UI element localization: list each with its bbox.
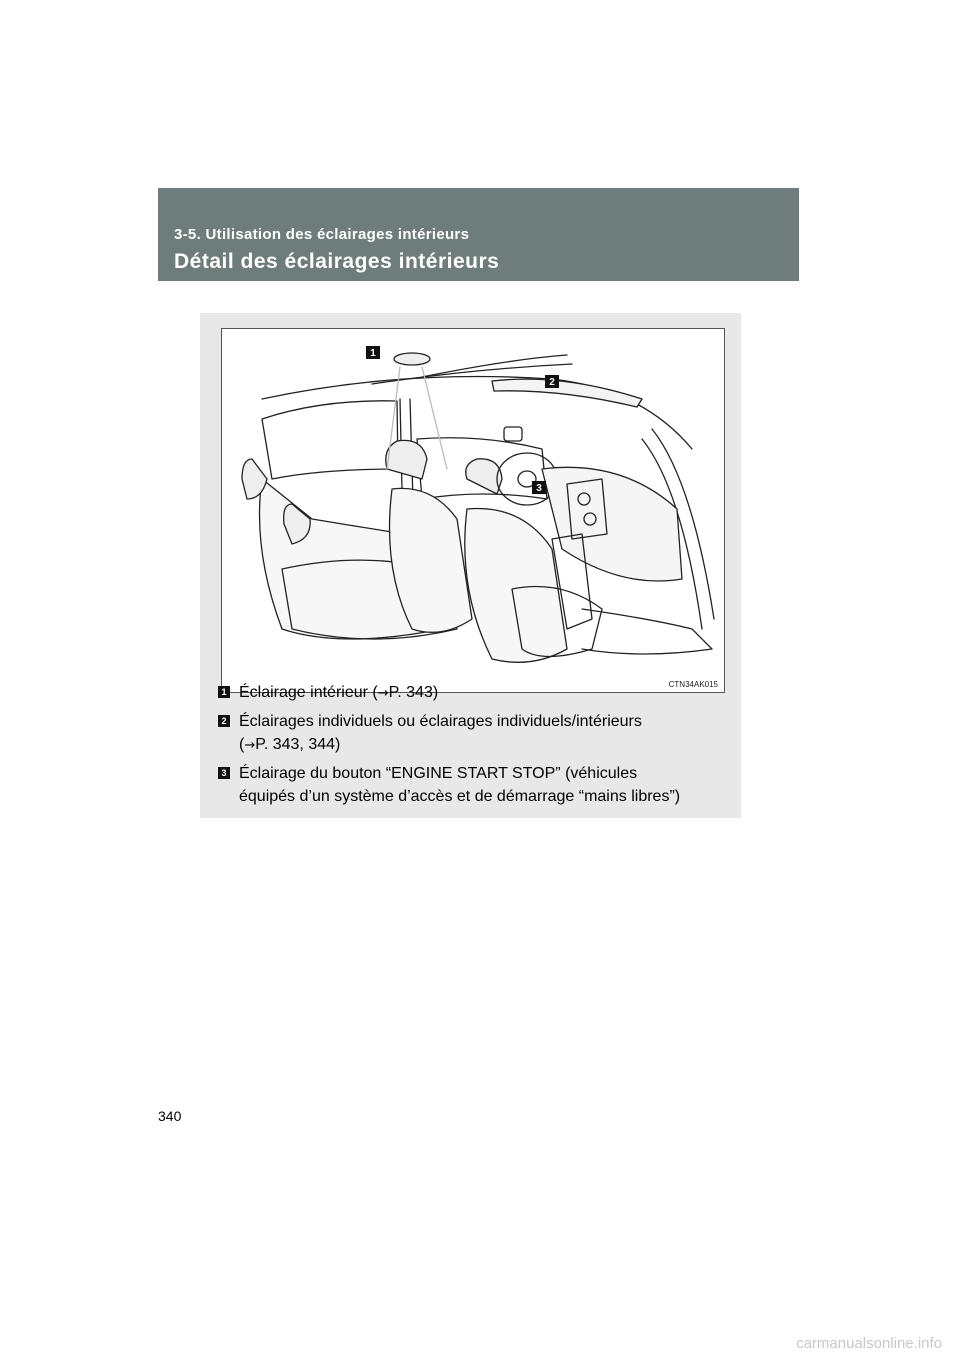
section-header xyxy=(158,188,799,281)
section-subtitle: 3-5. Utilisation des éclairages intérieurs xyxy=(174,226,470,243)
car-interior-illustration xyxy=(221,328,725,693)
legend-text: Éclairage intérieur (→P. 343) xyxy=(239,684,439,701)
figure-code: CTN34AK015 xyxy=(668,680,718,689)
svg-text:1: 1 xyxy=(370,348,376,359)
page-title: Détail des éclairages intérieurs xyxy=(174,250,500,273)
item-number-badge: 2 xyxy=(218,715,230,727)
car-interior-drawing xyxy=(222,329,724,692)
page-number: 340 xyxy=(158,1108,182,1124)
svg-text:2: 2 xyxy=(549,377,555,388)
item-number-badge: 3 xyxy=(218,767,230,779)
item-number-badge: 1 xyxy=(218,686,230,698)
footer-watermark: carmanualsonline.info xyxy=(796,1335,942,1352)
legend-text: Éclairage du bouton “ENGINE START STOP” (véhicules équipés d’un système d’accès et de démarrage “mains libres”) xyxy=(239,765,681,805)
arrow-icon: → xyxy=(377,686,389,701)
svg-text:3: 3 xyxy=(536,483,542,494)
legend-text: Éclairages individuels ou éclairages individuels/intérieurs (→P. 343, 344) xyxy=(239,713,642,753)
arrow-icon: → xyxy=(244,738,256,753)
illustration-panel xyxy=(200,313,741,818)
